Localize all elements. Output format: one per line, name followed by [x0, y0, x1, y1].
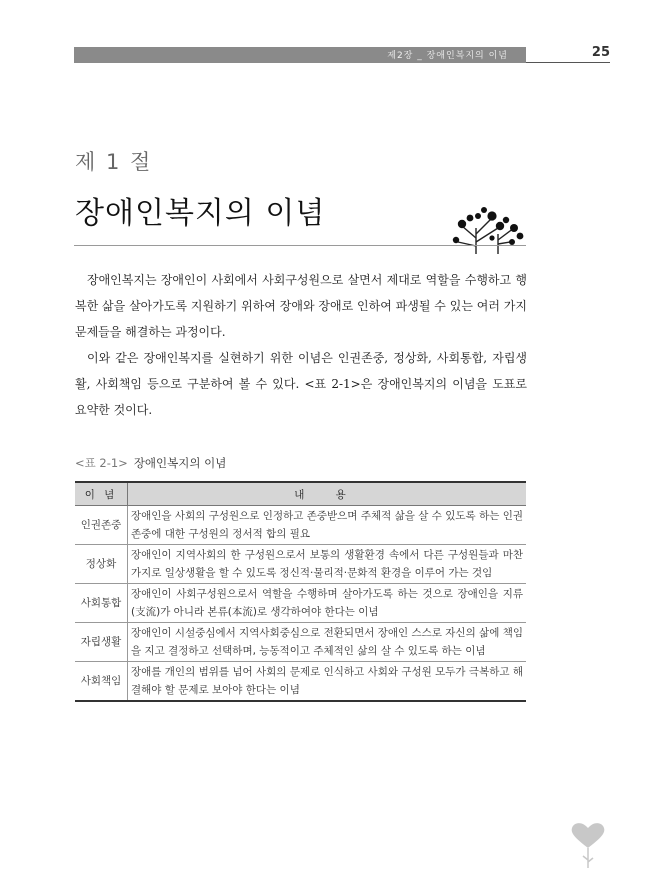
body-paragraph: 장애인복지는 장애인이 사회에서 사회구성원으로 살면서 제대로 역할을 수행하고 행복한 삶을 살아가도록 지원하기 위하여 장애와 장애로 인하여 파생될 수 있는 여러 가지 문제들을 해결하는 과정이다. [75, 273, 527, 339]
heart-decoration-icon [568, 820, 608, 870]
table-cell-content: 장애인이 시설중심에서 지역사회중심으로 전환되면서 장애인 스스로 자신의 삶에 책임을 지고 결정하고 선택하며, 능동적이고 주체적인 삶의 살 수 있도록 하는 이념 [128, 623, 527, 662]
body-paragraph: 이와 같은 장애인복지를 실현하기 위한 이념은 인권존중, 정상화, 사회통합, 자립생활, 사회책임 등으로 구분하여 볼 수 있다. <표 2-1>은 장애인복지의 이념을 도표로 요약한 것이다. [75, 351, 527, 417]
table-row [75, 506, 526, 545]
table-cell-term: 정상화 [75, 545, 128, 584]
body-text [75, 267, 527, 423]
running-header-band [74, 47, 526, 63]
table-cell-content: 장애인이 사회구성원으로서 역할을 수행하며 살아가도록 하는 것으로 장애인을 지류(支流)가 아니라 본류(本流)로 생각하여야 한다는 이념 [128, 584, 527, 623]
page-number: 25 [591, 45, 610, 60]
title-rule [74, 245, 526, 246]
section-title: 장애인복지의 이념 [75, 196, 326, 231]
table-cell-content: 장애인을 사회의 구성원으로 인정하고 존중받으며 주체적 삶을 살 수 있도록 하는 인권존중에 대한 구성원의 정서적 합의 필요 [128, 506, 527, 545]
principles-table [75, 481, 526, 702]
section-label: 제 1 절 [75, 150, 153, 174]
table-header-content: 내 용 [128, 482, 527, 506]
table-cell-content: 장애를 개인의 범위를 넘어 사회의 문제로 인식하고 사회와 구성원 모두가 극복하고 해결해야 할 문제로 보아야 한다는 이념 [128, 662, 527, 702]
table-caption [75, 455, 226, 471]
table-header-term: 이 념 [75, 482, 128, 506]
header-rule [526, 62, 610, 63]
table-cell-term: 자립생활 [75, 623, 128, 662]
table-caption-title: 장애인복지의 이념 [133, 456, 227, 470]
table-caption-label: <표 2-1> [75, 456, 128, 470]
table-header-row [75, 482, 526, 506]
table-cell-term: 인권존중 [75, 506, 128, 545]
table-cell-term: 사회책임 [75, 662, 128, 702]
table-cell-content: 장애인이 지역사회의 한 구성원으로서 보통의 생활환경 속에서 다른 구성원들과 마찬가지로 일상생활을 할 수 있도록 정신적·물리적·문화적 환경을 이루어 가는 것임 [128, 545, 527, 584]
table-row [75, 623, 526, 662]
running-title: 제2장 _ 장애인복지의 이념 [387, 51, 508, 61]
table-row [75, 584, 526, 623]
table-row [75, 545, 526, 584]
table-cell-term: 사회통합 [75, 584, 128, 623]
table-row [75, 662, 526, 702]
